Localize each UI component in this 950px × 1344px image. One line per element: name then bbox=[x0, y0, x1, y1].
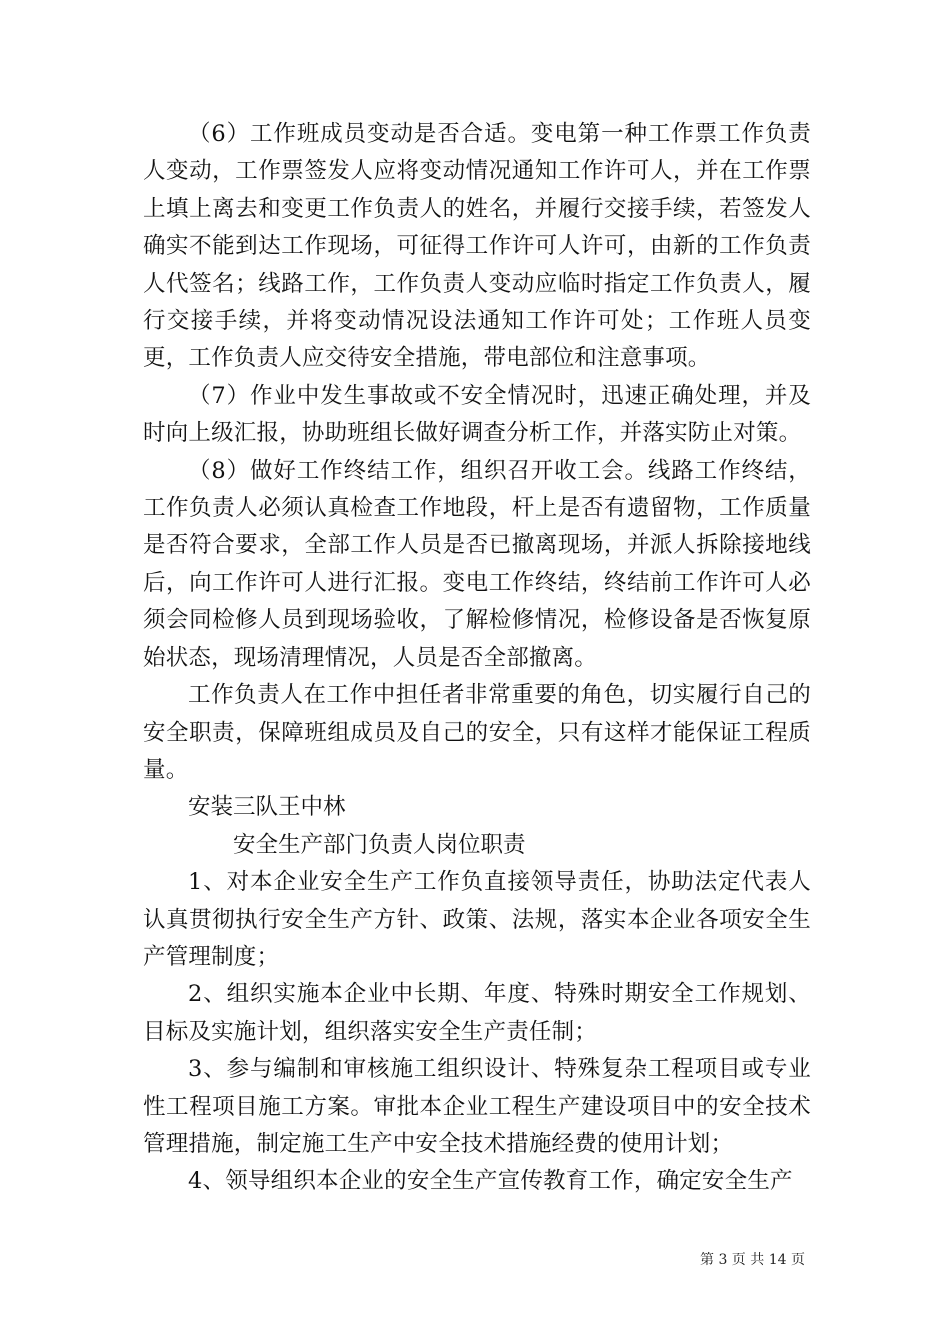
author-signature: 安装三队王中林 bbox=[188, 794, 346, 821]
paragraph-summary: 工作负责人在工作中担任者非常重要的角色，切实履行自己的安全职责，保障班组成员及自己的安全，只有这样才能保证工程质量。 bbox=[143, 682, 811, 783]
document-body bbox=[143, 116, 811, 1201]
duty-item-1: 1、对本企业安全生产工作负直接领导责任，协助法定代表人认真贯彻执行安全生产方针、政策、法规，落实本企业各项安全生产管理制度； bbox=[143, 869, 811, 970]
paragraph-item-6: （6）工作班成员变动是否合适。变电第一种工作票工作负责人变动，工作票签发人应将变动情况通知工作许可人，并在工作票上填上离去和变更工作负责人的姓名，并履行交接手续，若签发人确实不能到达工作现场，可征得工作许可人许可，由新的工作负责人代签名；线路工作，工作负责人变动应临时指定工作负责人，履行交接手续，并将变动情况设法通知工作许可处；工作班人员变更，工作负责人应交待安全措施，带电部位和注意事项。 bbox=[143, 121, 811, 372]
paragraph-item-8: （8）做好工作终结工作，组织召开收工会。线路工作终结，工作负责人必须认真检查工作地段，杆上是否有遗留物，工作质量是否符合要求，全部工作人员是否已撤离现场，并派人拆除接地线后，向工作许可人进行汇报。变电工作终结，终结前工作许可人必须会同检修人员到现场验收，了解检修情况，检修设备是否恢复原始状态，现场清理情况，人员是否全部撤离。 bbox=[143, 457, 811, 671]
duty-item-3: 3、参与编制和审核施工组织设计、特殊复杂工程项目或专业性工程项目施工方案。审批本企业工程生产建设项目中的安全技术管理措施，制定施工生产中安全技术措施经费的使用计划； bbox=[143, 1056, 811, 1157]
paragraph-item-7: （7）作业中发生事故或不安全情况时，迅速正确处理，并及时向上级汇报，协助班组长做好调查分析工作，并落实防止对策。 bbox=[143, 382, 811, 447]
section-title: 安全生产部门负责人岗位职责 bbox=[233, 831, 526, 858]
duty-item-2: 2、组织实施本企业中长期、年度、特殊时期安全工作规划、目标及实施计划，组织落实安全生产责任制； bbox=[143, 981, 811, 1045]
page-number: 第 3 页 共 14 页 bbox=[700, 1252, 805, 1268]
duty-item-4: 4、领导组织本企业的安全生产宣传教育工作，确定安全生产 bbox=[188, 1168, 793, 1195]
